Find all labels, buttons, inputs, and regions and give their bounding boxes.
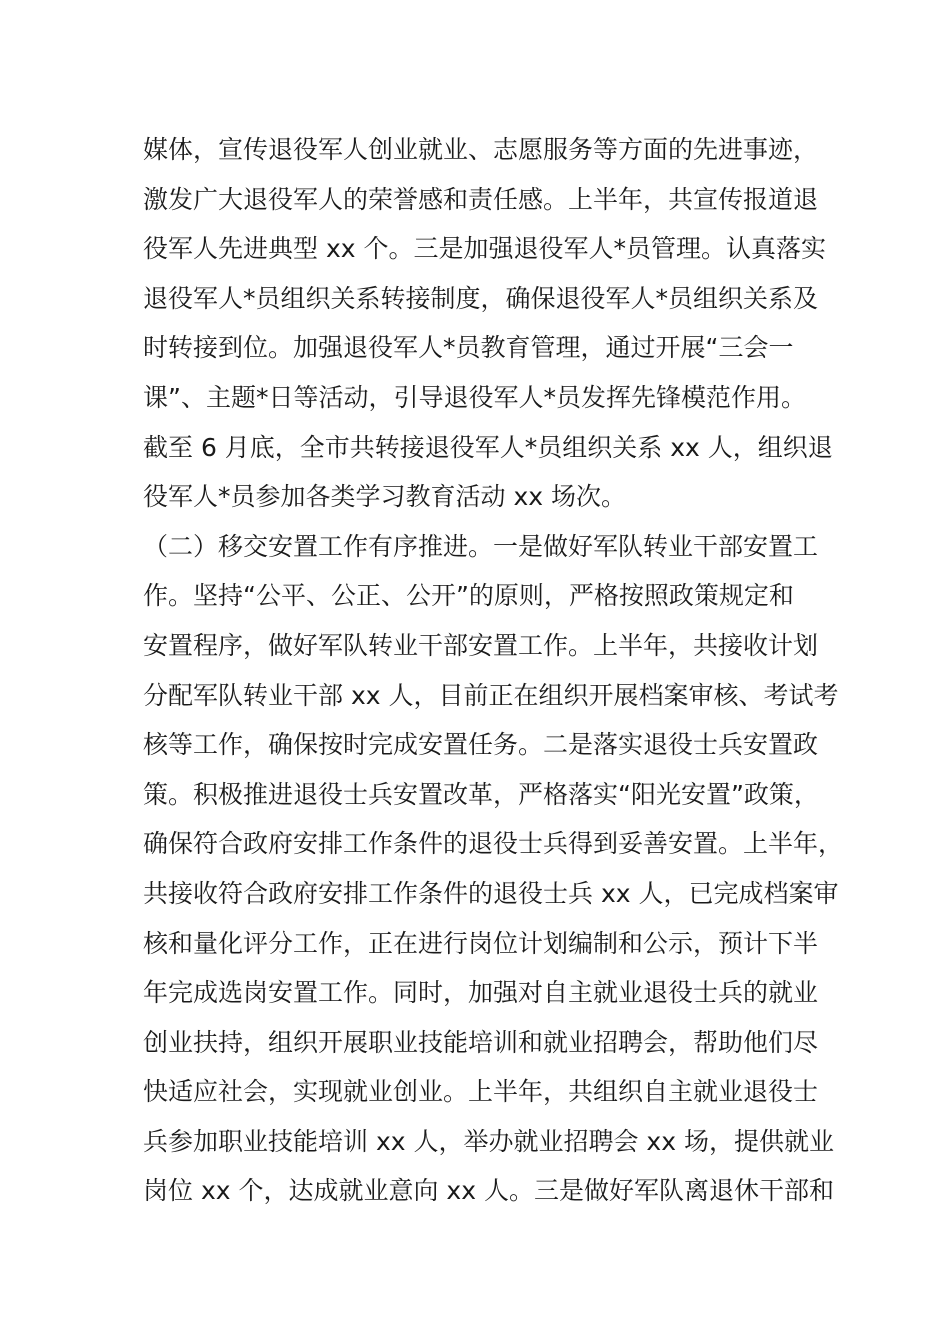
text-line: 岗位 xx 个，达成就业意向 xx 人。三是做好军队离退休干部和 bbox=[143, 1176, 834, 1206]
text-line: 课”、主题*日等活动，引导退役军人*员发挥先锋模范作用。 bbox=[143, 382, 806, 412]
text-line: 激发广大退役军人的荣誉感和责任感。上半年，共宣传报道退 bbox=[143, 184, 819, 214]
text-line: 安置程序，做好军队转业干部安置工作。上半年，共接收计划 bbox=[143, 630, 819, 660]
text-line: 分配军队转业干部 xx 人，目前正在组织开展档案审核、考试考 bbox=[143, 680, 839, 710]
text-line: 退役军人*员组织关系转接制度，确保退役军人*员组织关系及 bbox=[143, 283, 819, 313]
section-heading-line: （二）移交安置工作有序推进。一是做好军队转业干部安置工 bbox=[143, 531, 819, 561]
text-line: 确保符合政府安排工作条件的退役士兵得到妥善安置。上半年， bbox=[143, 829, 844, 859]
text-line: 创业扶持，组织开展职业技能培训和就业招聘会，帮助他们尽 bbox=[143, 1027, 819, 1057]
text-line: 核和量化评分工作，正在进行岗位计划编制和公示，预计下半 bbox=[143, 928, 819, 958]
text-line: 媒体，宣传退役军人创业就业、志愿服务等方面的先进事迹， bbox=[143, 135, 819, 164]
text-line: 役军人*员参加各类学习教育活动 xx 场次。 bbox=[143, 482, 626, 512]
text-line: 快适应社会，实现就业创业。上半年，共组织自主就业退役士 bbox=[143, 1077, 819, 1107]
text-line: 共接收符合政府安排工作条件的退役士兵 xx 人，已完成档案审 bbox=[143, 878, 839, 908]
text-line: 核等工作，确保按时完成安置任务。二是落实退役士兵安置政 bbox=[143, 730, 819, 760]
text-line: 年完成选岗安置工作。同时，加强对自主就业退役士兵的就业 bbox=[143, 978, 819, 1008]
body-text bbox=[143, 125, 844, 1216]
text-line: 截至 6 月底，全市共转接退役军人*员组织关系 xx 人，组织退 bbox=[143, 432, 833, 462]
text-line: 兵参加职业技能培训 xx 人，举办就业招聘会 xx 场，提供就业 bbox=[143, 1126, 834, 1156]
text-line: 作。坚持“公平、公正、公开”的原则，严格按照政策规定和 bbox=[143, 581, 794, 611]
text-line: 时转接到位。加强退役军人*员教育管理，通过开展“三会一 bbox=[143, 333, 794, 363]
text-line: 役军人先进典型 xx 个。三是加强退役军人*员管理。认真落实 bbox=[143, 234, 826, 264]
text-line: 策。积极推进退役士兵安置改革，严格落实“阳光安置”政策， bbox=[143, 779, 819, 809]
